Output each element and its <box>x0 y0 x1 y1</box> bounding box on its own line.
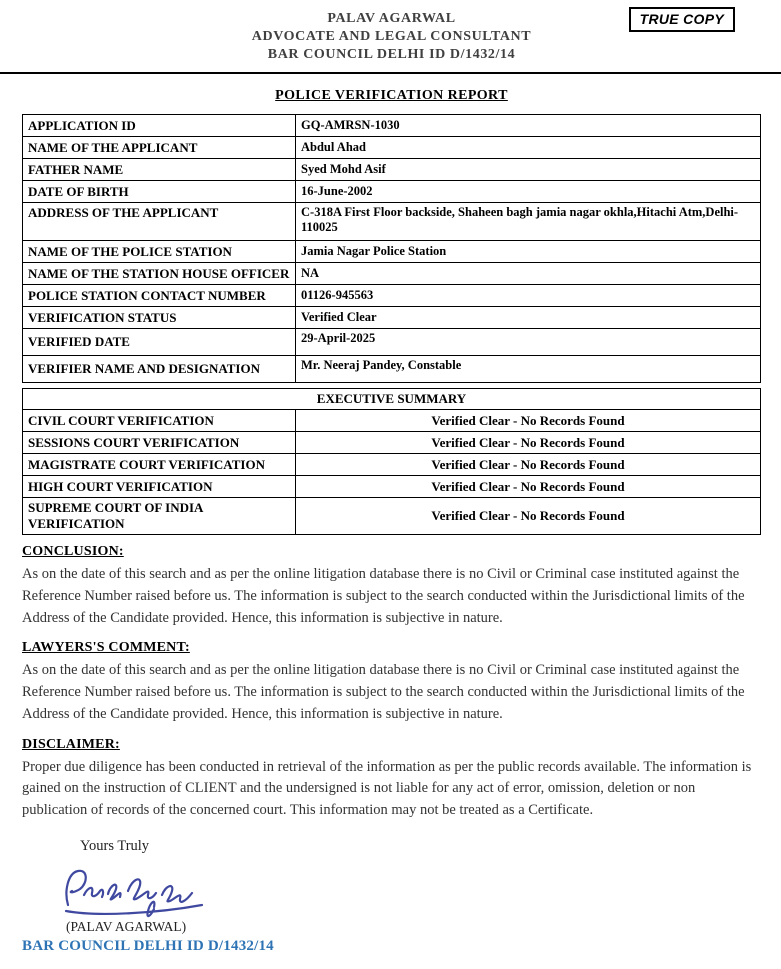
lawyers-comment-heading: LAWYERS'S COMMENT: <box>22 640 190 656</box>
field-label: FATHER NAME <box>23 159 296 181</box>
field-value: Verified Clear <box>296 307 761 329</box>
table-row <box>23 498 761 535</box>
table-row <box>23 285 761 307</box>
field-value: Verified Clear - No Records Found <box>296 498 761 535</box>
field-label: DATE OF BIRTH <box>23 181 296 203</box>
table-row <box>23 432 761 454</box>
field-label: NAME OF THE APPLICANT <box>23 137 296 159</box>
field-label: NAME OF THE POLICE STATION <box>23 241 296 263</box>
yours-truly: Yours Truly <box>80 837 150 854</box>
table-row <box>23 389 761 410</box>
field-value: Verified Clear - No Records Found <box>296 476 761 498</box>
field-label: APPLICATION ID <box>23 115 296 137</box>
field-label: MAGISTRATE COURT VERIFICATION <box>23 454 296 476</box>
table-row <box>23 203 761 241</box>
executive-summary-table <box>22 388 761 535</box>
advocate-name: PALAV AGARWAL <box>327 11 456 26</box>
field-label: POLICE STATION CONTACT NUMBER <box>23 285 296 307</box>
field-value: Verified Clear - No Records Found <box>296 432 761 454</box>
table-row <box>23 159 761 181</box>
field-label: VERIFIER NAME AND DESIGNATION <box>23 356 296 383</box>
report-title <box>22 86 761 104</box>
header-divider <box>0 72 781 74</box>
table-row <box>23 307 761 329</box>
field-label: SUPREME COURT OF INDIA VERIFICATION <box>23 498 296 535</box>
field-label: NAME OF THE STATION HOUSE OFFICER <box>23 263 296 285</box>
report-title-text: POLICE VERIFICATION REPORT <box>275 88 508 103</box>
table-row <box>23 263 761 285</box>
field-value: Abdul Ahad <box>296 137 761 159</box>
advocate-designation: ADVOCATE AND LEGAL CONSULTANT <box>251 29 532 44</box>
disclaimer-body: Proper due diligence has been conducted in retrieval of the information as per the public records available. The information is gained on the instruction of CLIENT and the undersigned is not liable for any act of error, omission, deletion or non publication of records of the concerned court. This information may not be treated as a Certificate. <box>22 758 752 818</box>
disclaimer-heading: DISCLAIMER: <box>22 736 120 752</box>
field-label: VERIFIED DATE <box>23 329 296 356</box>
executive-summary-title: EXECUTIVE SUMMARY <box>23 389 761 410</box>
table-row <box>23 454 761 476</box>
field-value: 01126-945563 <box>296 285 761 307</box>
footer-bar-council-id: BAR COUNCIL DELHI ID D/1432/14 <box>22 937 274 954</box>
field-value: NA <box>296 263 761 285</box>
table-row <box>23 356 761 383</box>
applicant-details-table <box>22 114 761 383</box>
field-label: ADDRESS OF THE APPLICANT <box>23 203 296 241</box>
table-row <box>23 329 761 356</box>
table-row <box>23 241 761 263</box>
field-label: SESSIONS COURT VERIFICATION <box>23 432 296 454</box>
signature-image <box>58 861 208 919</box>
conclusion-body: As on the date of this search and as per the online litigation database there is no Civil or Criminal case instituted against the Reference Number raised before us. The information is subject to the search conducted within the Jurisdictional limits of the Address of the Candidate provided. Hence, this information is subjective in nature. <box>22 566 745 626</box>
table-row <box>23 115 761 137</box>
conclusion-heading: CONCLUSION: <box>22 544 124 559</box>
table-row <box>23 410 761 432</box>
lawyers-comment-body: As on the date of this search and as per the online litigation database there is no Civil or Criminal case instituted against the Reference Number raised before us. The information is subject to the search conducted within the Jurisdictional limits of the Address of the Candidate provided. Hence, this information is subjective in nature. <box>22 662 745 722</box>
true-copy-stamp: TRUE COPY <box>629 7 735 32</box>
field-value: Verified Clear - No Records Found <box>296 454 761 476</box>
field-value: Mr. Neeraj Pandey, Constable <box>296 356 761 383</box>
field-value: Verified Clear - No Records Found <box>296 410 761 432</box>
field-value: GQ-AMRSN-1030 <box>296 115 761 137</box>
field-value: C-318A First Floor backside, Shaheen bagh jamia nagar okhla,Hitachi Atm,Delhi-110025 <box>296 203 761 241</box>
handwritten-signature-icon <box>58 861 208 919</box>
field-label: VERIFICATION STATUS <box>23 307 296 329</box>
field-label: CIVIL COURT VERIFICATION <box>23 410 296 432</box>
field-value: Jamia Nagar Police Station <box>296 241 761 263</box>
field-value: Syed Mohd Asif <box>296 159 761 181</box>
field-label: HIGH COURT VERIFICATION <box>23 476 296 498</box>
table-row <box>23 181 761 203</box>
table-row <box>23 476 761 498</box>
signed-name: (PALAV AGARWAL) <box>66 918 187 934</box>
table-row <box>23 137 761 159</box>
field-value: 29-April-2025 <box>296 329 761 356</box>
bar-council-id: BAR COUNCIL DELHI ID D/1432/14 <box>267 47 516 62</box>
field-value: 16-June-2002 <box>296 181 761 203</box>
